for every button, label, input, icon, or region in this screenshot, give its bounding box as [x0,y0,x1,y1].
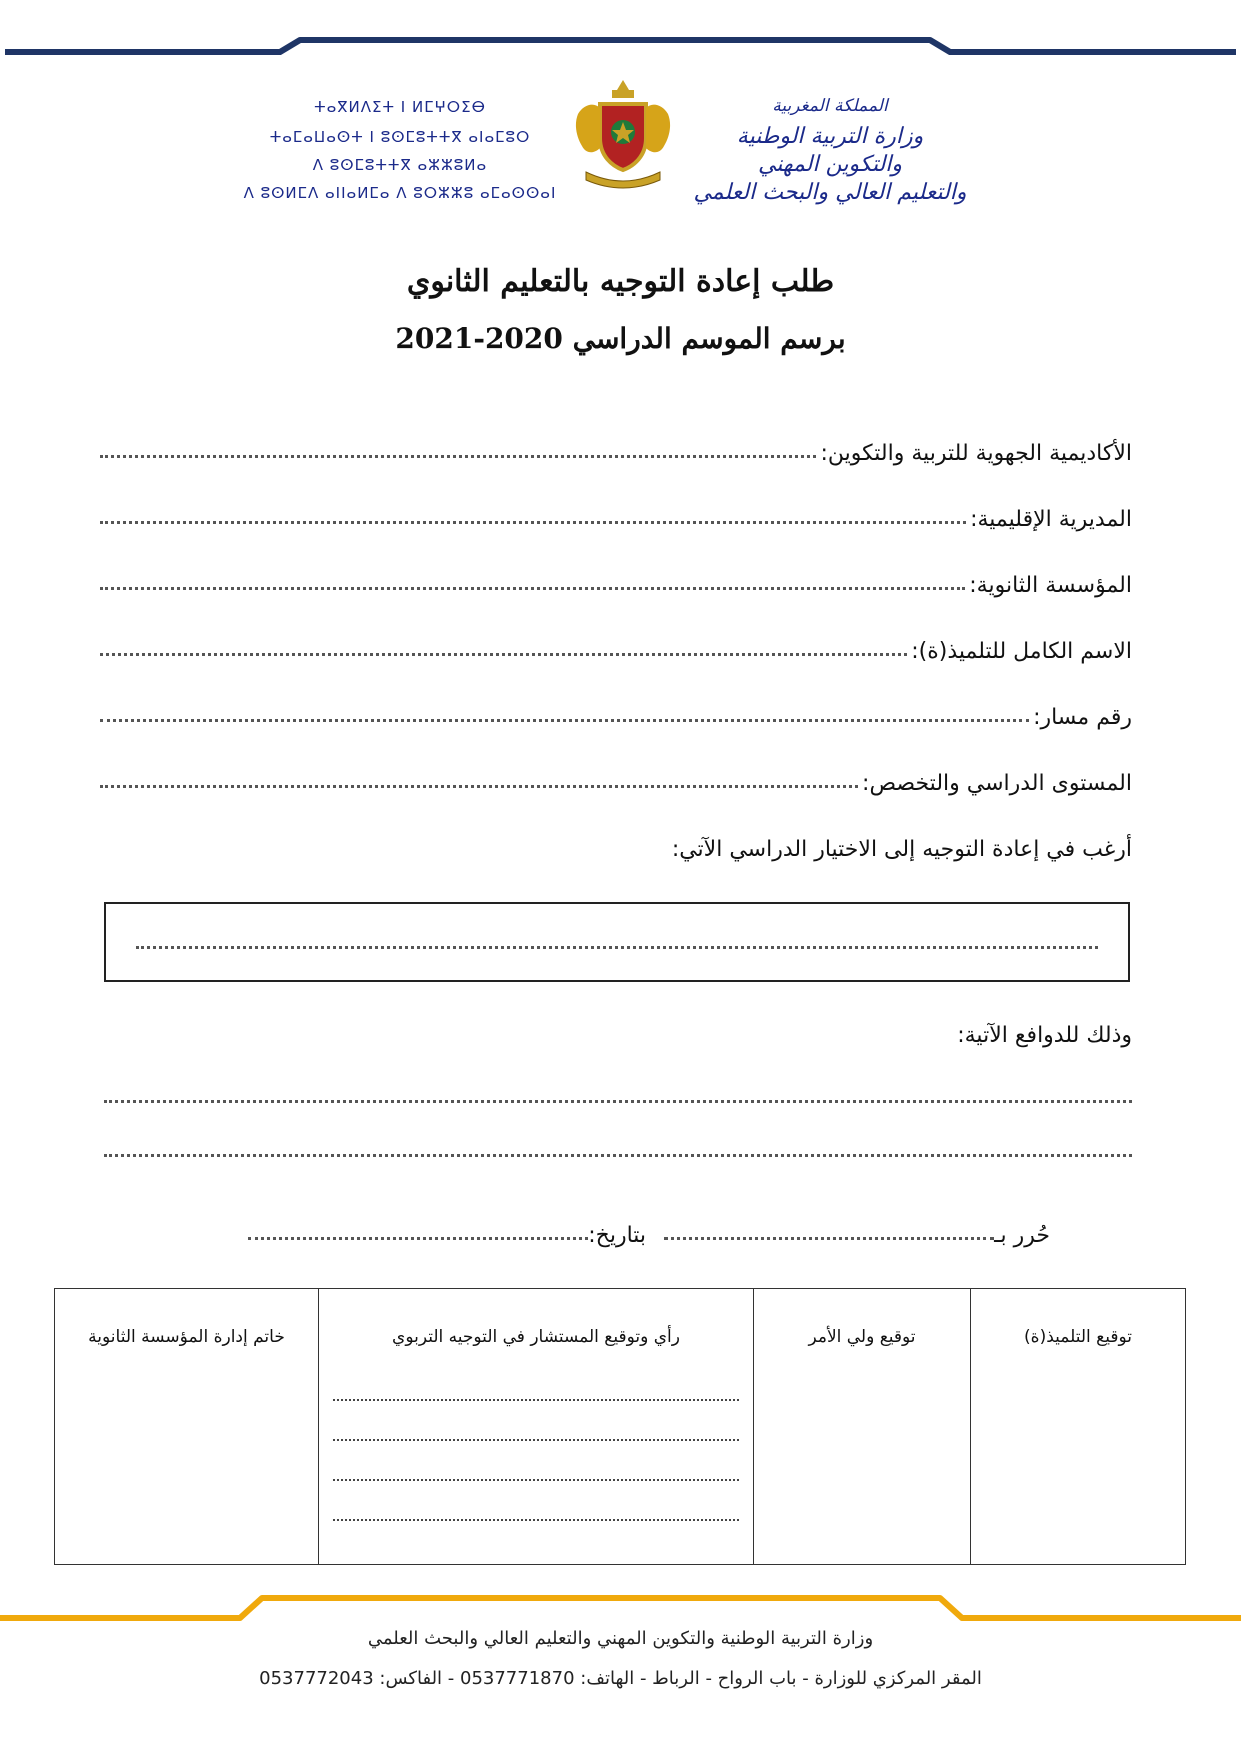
student-name-dotted-line [100,653,907,656]
ministry-line-2: والتكوين المهني [757,152,903,177]
counselor-dotted-line-1[interactable] [333,1399,739,1401]
student-signature-label: توقيع التلميذ(ة) [1024,1327,1132,1347]
directorate-field[interactable] [100,498,1132,532]
tifinagh-line-3: ⴷ ⵓⵙⵎⵓⵜⵜⴳ ⴰⵣⵣⵓⵍⴰ [312,156,488,174]
motives-prompt [100,1014,1132,1048]
choice-prompt [100,828,1132,862]
level-specialty-label: المستوى الدراسي والتخصص: [862,771,1132,796]
student-name-field[interactable] [100,630,1132,664]
level-specialty-dotted-line [100,785,858,788]
massar-number-label: رقم مسار: [1033,705,1132,730]
student-signature-cell[interactable] [971,1289,1186,1565]
school-stamp-label: خاتم إدارة المؤسسة الثانوية [88,1327,285,1347]
header-band [0,0,1241,70]
form-title: طلب إعادة التوجيه بالتعليم الثانوي [406,264,835,299]
level-specialty-field[interactable] [100,762,1132,796]
academy-dotted-line [100,455,816,458]
motives-line-1[interactable] [104,1100,1132,1103]
footer-ministry: وزارة التربية الوطنية والتكوين المهني والتعليم العالي والبحث العلمي [367,1628,874,1649]
student-name-label: الاسم الكامل للتلميذ(ة): [911,639,1132,664]
choice-dotted-line [136,946,1098,949]
directorate-label: المديرية الإقليمية: [970,507,1132,532]
ministry-line-3: والتعليم العالي والبحث العلمي [693,180,967,205]
guardian-signature-cell[interactable] [754,1289,971,1565]
ministry-line-1: وزارة التربية الوطنية [736,124,924,149]
institution-field[interactable] [100,564,1132,598]
academy-label: الأكاديمية الجهوية للتربية والتكوين: [820,441,1132,466]
tifinagh-line-4: ⴷ ⵓⵙⵍⵎⴷ ⴰⵏⵏⴰⵍⵎⴰ ⴷ ⵓⵔⵣⵣⵓ ⴰⵎⴰⵙⵙⴰⵏ [243,184,557,202]
signed-at-dotted-line[interactable] [664,1237,994,1240]
kingdom-name: المملكة المغربية [772,96,888,116]
academy-field[interactable] [100,432,1132,466]
massar-number-field[interactable] [100,696,1132,730]
moroccan-coat-of-arms-icon [568,74,678,194]
tifinagh-line-2: ⵜⴰⵎⴰⵡⴰⵙⵜ ⵏ ⵓⵙⵎⵓⵜⵜⴳ ⴰⵏⴰⵎⵓⵔ [269,128,531,146]
counselor-dotted-line-3[interactable] [333,1479,739,1481]
counselor-opinion-label: رأي وتوقيع المستشار في التوجيه التربوي [392,1327,680,1347]
date-dotted-line[interactable] [248,1237,588,1240]
institution-dotted-line [100,587,965,590]
date-label: بتاريخ: [588,1223,647,1248]
signed-at-row [190,1214,1050,1248]
footer-address: المقر المركزي للوزارة - باب الرواح - الرباط - الهاتف: 0537771870 - الفاكس: 0537772043 [259,1668,982,1689]
guardian-signature-label: توقيع ولي الأمر [808,1327,916,1347]
massar-number-dotted-line [100,719,1029,722]
motives-label: وذلك للدوافع الآتية: [957,1023,1132,1048]
tifinagh-line-1: ⵜⴰⴳⵍⴷⵉⵜ ⵏ ⵍⵎⵖⵔⵉⴱ [314,98,486,116]
choice-box[interactable] [104,902,1130,982]
school-stamp-cell[interactable] [55,1289,319,1565]
signed-at-label: حُرر بـ [994,1223,1050,1248]
counselor-dotted-line-4[interactable] [333,1519,739,1521]
choice-label: أرغب في إعادة التوجيه إلى الاختيار الدراسي الآتي: [671,837,1132,862]
institution-label: المؤسسة الثانوية: [969,573,1132,598]
directorate-dotted-line [100,521,966,524]
counselor-opinion-cell[interactable] [319,1289,754,1565]
signature-table [54,1288,1186,1565]
form-subtitle: برسم الموسم الدراسي 2020-2021 [395,322,846,355]
motives-line-2[interactable] [104,1154,1132,1157]
counselor-dotted-line-2[interactable] [333,1439,739,1441]
